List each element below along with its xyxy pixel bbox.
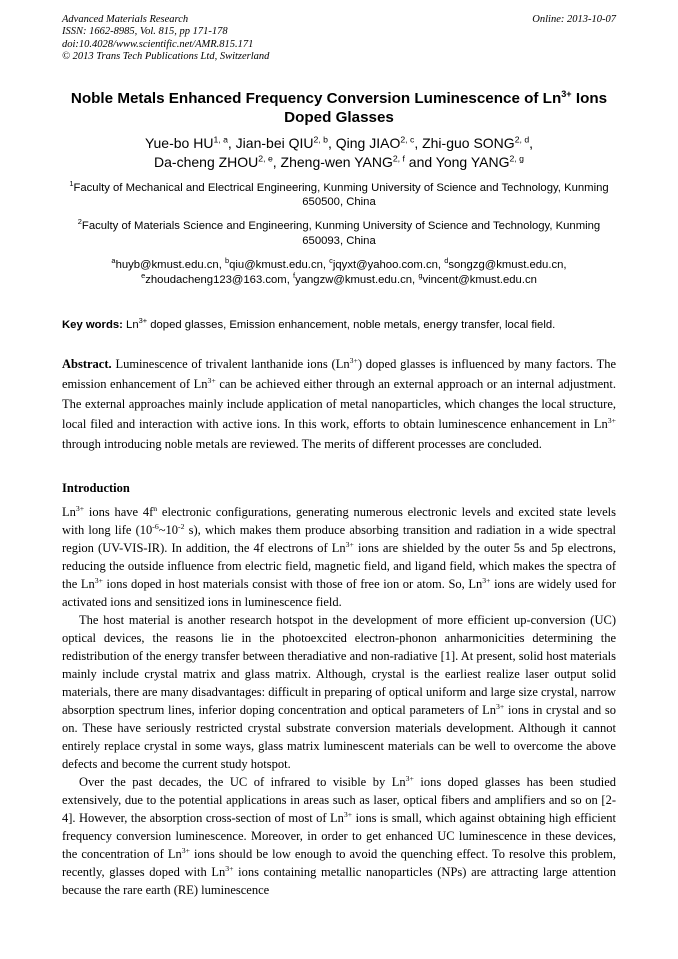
copyright-line: © 2013 Trans Tech Publications Ltd, Switzerland <box>62 51 270 63</box>
abstract-paragraph: Abstract. Luminescence of trivalent lanthanide ions $(Ln^{3+})$ doped glasses is influenced by many factors. The emission enhancement of $Ln^{3+}$ can be achieved either through an external approach or an internal adjustment. The external approaches mainly include application of metal nanoparticles, which changes the local structure, local filed and interaction with active ions. In this work, efforts to obtain luminescence enhancement in $Ln^{3+}$ through introducing noble metals are reviewed. The merits of different processes are concluded. <box>62 355 617 451</box>
keywords-line: Key words: $Ln^{3+}$ doped glasses, Emission enhancement, noble metals, energy transfer, local field. <box>62 316 556 331</box>
intro-paragraph-3: Over the past decades, the UC of infrared to visible by $Ln^{3+}$ ions doped glasses has been studied extensively, due to the potential applications in areas such as laser, optical fibers and amplifiers and so on [2-4]. However, the absorption cross-section of most of $Ln^{3+}$ ions is small, which against obtaining high efficient frequency conversion luminescence. Moreover, in order to get enhanced UC luminescence in these devices, the concentration of $Ln^{3+}$ ions should be low enough to avoid the quenching effect. To resolve this problem, recently, glasses doped with $Ln^{3+}$ ions containing metallic nanoparticles (NPs) are attracting large attention because the rare earth (RE) luminescence <box>62 773 617 897</box>
journal-header <box>62 14 616 64</box>
author-line-1: Yue-bo HU$^{1, a}$, Jian-bei QIU$^{2, b}$, Qing JIAO$^{2, c}$, Zhi-guo SONG$^{2, d}$, <box>144 134 534 152</box>
author-line-2: Da-cheng ZHOU$^{2, e}$, Zheng-wen YANG$^{2, f}$ and Yong YANG$^{2, g}$ <box>154 152 524 170</box>
email-list: $^a$huyb@kmust.edu.cn, $^b$qiu@kmust.edu.cn, $^c$jqyxt@yahoo.com.cn, $^d$songzg@kmust.edu.cn, $^e$zhoudacheng123@163.com, $^f$yangzw@kmust.edu.cn, $^g$vincent@kmust.edu.cn <box>111 256 567 286</box>
paper-title: Noble Metals Enhanced Frequency Conversion Luminescence of $Ln^{3+}$ Ions Doped Glasses <box>70 88 608 126</box>
affiliation-1: $^1$Faculty of Mechanical and Electrical Engineering, Kunming University of Science and Technology, Kunming 650500, China <box>69 179 609 209</box>
affiliation-2: $^2$Faculty of Materials Science and Engineering, Kunming University of Science and Technology, Kunming 650093, China <box>77 217 601 247</box>
journal-info <box>62 14 269 64</box>
intro-paragraph-2: The host material is another research hotspot in the development of more efficient up-conversion (UC) optical devices, the reasons lie in the photoexcited electron-phonon anharmonicities determining the redistribution of the energy transfer between theradiative and non-radiative [1]. At present, solid host materials mainly include crystal matrix and glass matrix. Although, crystal is the earliest realize laser output solid materials, there are many disadvantages: difficult in preparing of optical uniform and large size crystal, narrow absorption spectrum lines, inferior doping concentration and optical parameters of $Ln^{3+}$ ions in crystal and so on. These have seriously restricted crystal substrate conversion materials development. Although it cannot entirely replace crystal in some ways, glass matrix luminescent materials can be well to overcome the above defects and become the current study hotspot. <box>62 612 616 771</box>
author-list <box>62 134 616 170</box>
section-heading-introduction: Introduction <box>62 480 130 495</box>
intro-paragraph-1: $Ln^{3+}$ ions have $4f^n$ electronic configurations, generating numerous electronic levels and excited state levels with long life ($10^{-6}\sim 10^{-2}$ s), which makes them produce absorbing transition and radiation in a wide spectral region (UV-VIS-IR). In addition, the 4f electrons of $Ln^{3+}$ ions are shielded by the outer 5s and 5p electrons, reducing the outside influence from electric field, magnetic field, and ligand field, which makes the spectra of the $Ln^{3+}$ ions doped in host materials consist with those of free ion or atom. So, $Ln^{3+}$ ions are widely used for activated ions and sensitized ions in luminescence field. <box>62 503 616 609</box>
journal-name: Advanced Materials Research <box>62 14 189 25</box>
doi-line: doi:10.4028/www.scientific.net/AMR.815.171 <box>62 38 254 50</box>
issn-line: ISSN: 1662-8985, Vol. 815, pp 171-178 <box>62 26 228 38</box>
online-date: Online: 2013-10-07 <box>532 14 616 25</box>
